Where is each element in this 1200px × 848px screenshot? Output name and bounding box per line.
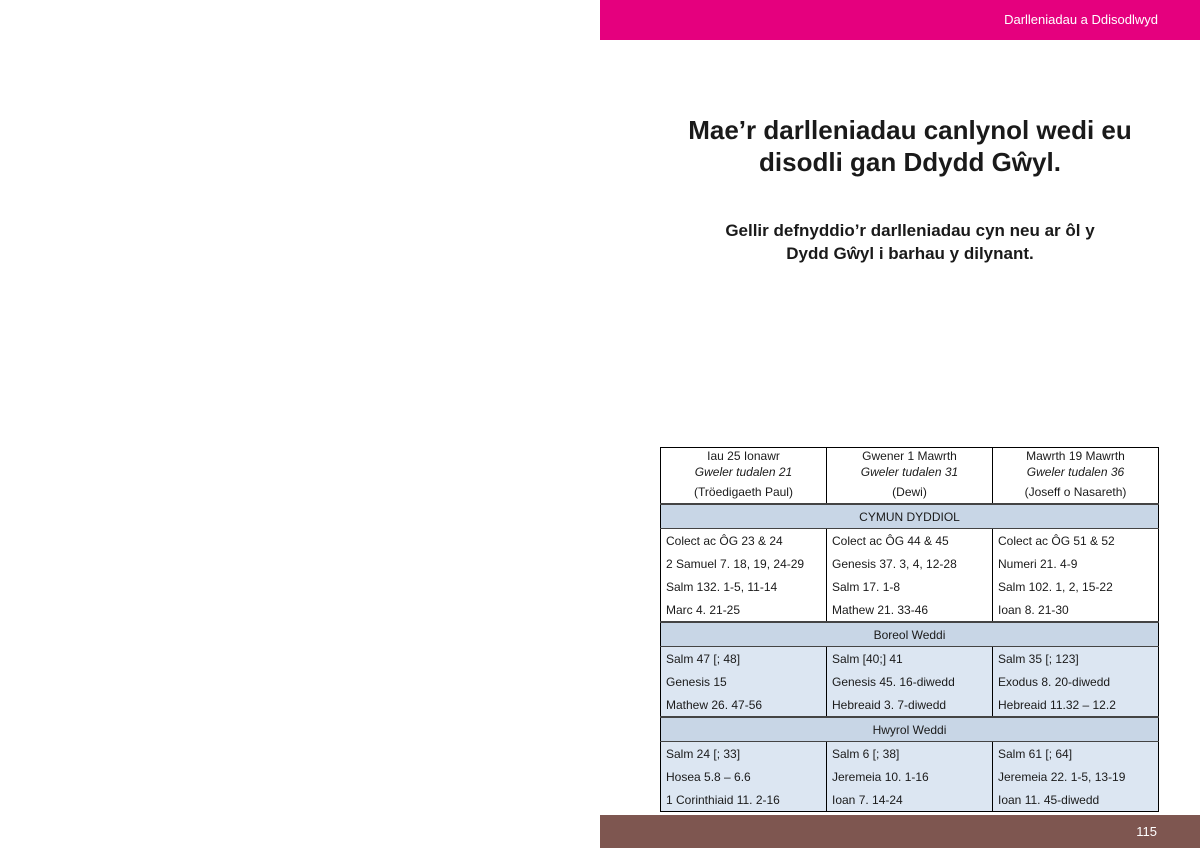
table-cell: Exodus 8. 20-diwedd: [993, 670, 1159, 693]
column-page-ref: Gweler tudalen 21: [694, 465, 793, 479]
table-cell: Hosea 5.8 – 6.6: [661, 765, 827, 788]
table-cell: Genesis 37. 3, 4, 12-28: [827, 552, 993, 575]
table-row: [661, 575, 1159, 598]
table-cell: Genesis 45. 16-diwedd: [827, 670, 993, 693]
column-date: Mawrth 19 Mawrth: [1026, 449, 1125, 463]
section-title: Hwyrol Weddi: [661, 717, 1159, 742]
table-cell: Salm [40;] 41: [827, 647, 993, 671]
column-header: [661, 448, 827, 481]
section-title: Boreol Weddi: [661, 622, 1159, 647]
table-cell: Mathew 21. 33-46: [827, 598, 993, 622]
table-row: [661, 788, 1159, 812]
table-cell: Numeri 21. 4-9: [993, 552, 1159, 575]
header-band: [600, 0, 1200, 40]
table-cell: Hebreaid 11.32 – 12.2: [993, 693, 1159, 717]
column-occasion: (Dewi): [827, 480, 993, 504]
column-date: Gwener 1 Mawrth: [862, 449, 957, 463]
table-cell: Salm 6 [; 38]: [827, 742, 993, 766]
table-cell: Colect ac ÔG 51 & 52: [993, 529, 1159, 553]
table-cell: Jeremeia 10. 1-16: [827, 765, 993, 788]
table-cell: Marc 4. 21-25: [661, 598, 827, 622]
table-cell: Jeremeia 22. 1-5, 13-19: [993, 765, 1159, 788]
table-row: [661, 552, 1159, 575]
table-row: [661, 529, 1159, 553]
page-title-line-2: disodli gan Ddydd Gŵyl.: [759, 147, 1061, 177]
table-cell: Salm 47 [; 48]: [661, 647, 827, 671]
table-cell: Salm 35 [; 123]: [993, 647, 1159, 671]
column-date: Iau 25 Ionawr: [707, 449, 780, 463]
table-cell: Hebreaid 3. 7-diwedd: [827, 693, 993, 717]
table-cell: 1 Corinthiaid 11. 2-16: [661, 788, 827, 812]
table-cell: Salm 24 [; 33]: [661, 742, 827, 766]
table-cell: Mathew 26. 47-56: [661, 693, 827, 717]
column-page-ref: Gweler tudalen 36: [1026, 465, 1125, 479]
table-row: [661, 670, 1159, 693]
table-row: [661, 742, 1159, 766]
table-cell: Salm 102. 1, 2, 15-22: [993, 575, 1159, 598]
column-occasion: (Tröedigaeth Paul): [661, 480, 827, 504]
table-occasion-row: [661, 480, 1159, 504]
column-occasion: (Joseff o Nasareth): [993, 480, 1159, 504]
table-cell: Colect ac ÔG 44 & 45: [827, 529, 993, 553]
column-header: [993, 448, 1159, 481]
table-cell: 2 Samuel 7. 18, 19, 24-29: [661, 552, 827, 575]
section-title: CYMUN DYDDIOL: [661, 504, 1159, 529]
running-header: Darlleniadau a Ddisodlwyd: [1004, 12, 1158, 27]
table-row: [661, 765, 1159, 788]
table-row: [661, 693, 1159, 717]
page-subtitle-line-1: Gellir defnyddio’r darlleniadau cyn neu ar ôl y: [725, 221, 1095, 240]
table-cell: Ioan 7. 14-24: [827, 788, 993, 812]
readings-table: [660, 447, 1159, 812]
table-cell: Salm 132. 1-5, 11-14: [661, 575, 827, 598]
table-cell: Genesis 15: [661, 670, 827, 693]
column-page-ref: Gweler tudalen 31: [860, 465, 959, 479]
table-row: [661, 647, 1159, 671]
page-title: [660, 114, 1160, 178]
page-subtitle-line-2: Dydd Gŵyl i barhau y dilynant.: [786, 244, 1034, 263]
footer-band: [600, 815, 1200, 848]
table-cell: Salm 17. 1-8: [827, 575, 993, 598]
column-header: [827, 448, 993, 481]
table-cell: Salm 61 [; 64]: [993, 742, 1159, 766]
table-cell: Colect ac ÔG 23 & 24: [661, 529, 827, 553]
page-title-line-1: Mae’r darlleniadau canlynol wedi eu: [688, 115, 1132, 145]
table-row: [661, 598, 1159, 622]
table-cell: Ioan 11. 45-diwedd: [993, 788, 1159, 812]
table-cell: Ioan 8. 21-30: [993, 598, 1159, 622]
page-number: 115: [1136, 824, 1157, 839]
section-header-row: [661, 717, 1159, 742]
section-header-row: [661, 504, 1159, 529]
section-header-row: [661, 622, 1159, 647]
table-header-row: [661, 448, 1159, 481]
page-subtitle: [660, 219, 1160, 265]
